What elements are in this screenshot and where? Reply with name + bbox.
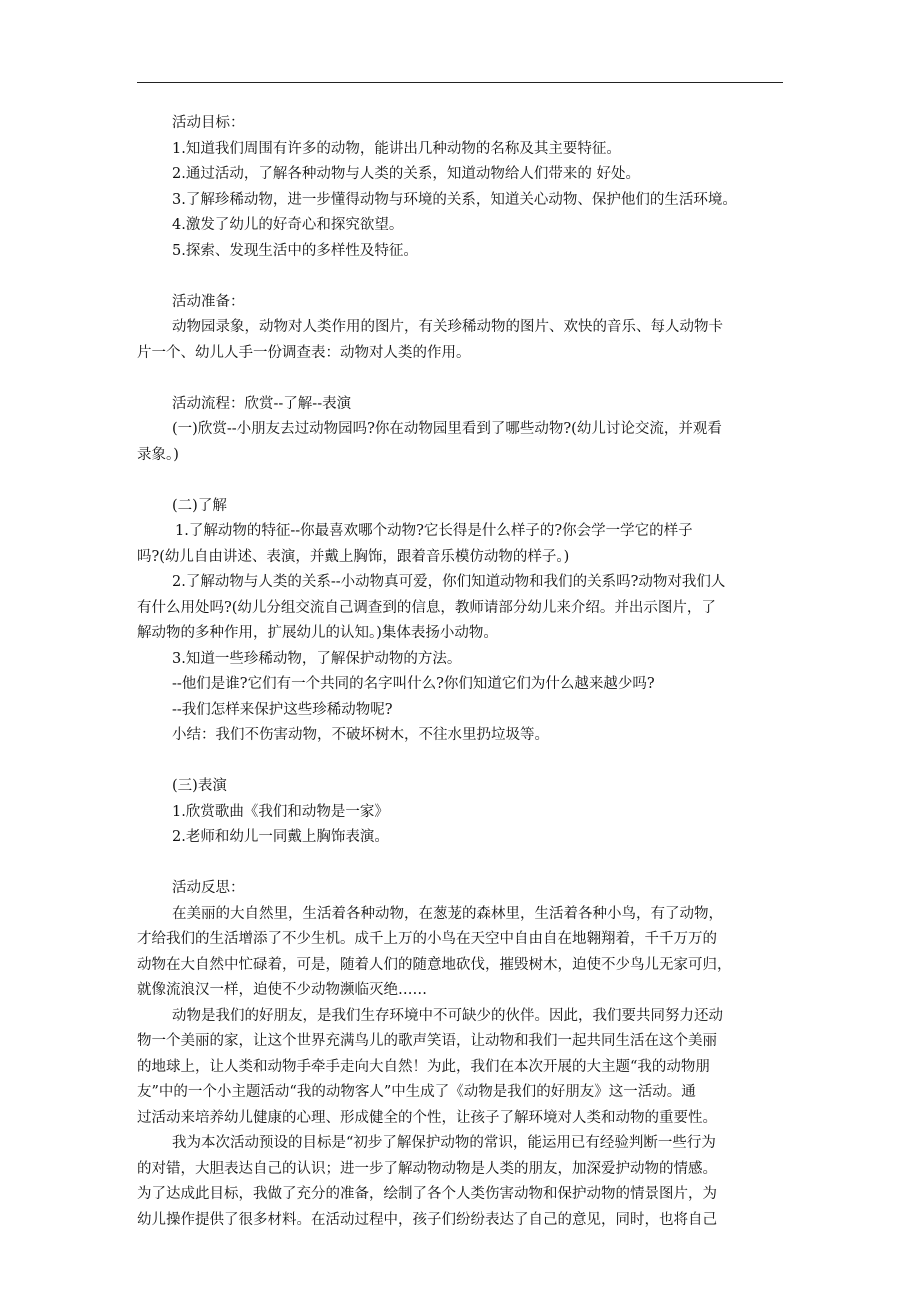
flow-part2-heading: (二)了解 <box>172 497 227 514</box>
goals-heading: 活动目标： <box>172 115 245 131</box>
reflection-p3-line: 的对错，大胆表达自己的认识；进一步了解动物动物是人类的朋友，加深爱护动物的情感。 <box>137 1160 717 1177</box>
goal-item: 5.探索、发现生活中的多样性及特征。 <box>172 242 418 259</box>
reflection-p1-line: 动物在大自然中忙碌着，可是，随着人们的随意地砍伐，摧毁树木，迫使不少鸟儿无家可归， <box>137 956 732 973</box>
reflection-p2-line: 友”中的一个小主题活动“我的动物客人”中生成了《动物是我们的好朋友》这一活动。通 <box>137 1084 696 1100</box>
flow-part2-line: 3.知道一些珍稀动物，了解保护动物的方法。 <box>172 650 462 667</box>
goal-item: 3.了解珍稀动物，进一步懂得动物与环境的关系，知道关心动物、保护他们的生活环境。 <box>172 191 737 208</box>
reflection-heading: 活动反思： <box>172 880 245 896</box>
flow-part3-heading: (三)表演 <box>172 778 227 794</box>
reflection-p1-line: 在美丽的大自然里，生活着各种动物，在葱茏的森林里，生活着各种小鸟，有了动物， <box>172 905 723 922</box>
flow-part3-line: 2.老师和幼儿一同戴上胸饰表演。 <box>172 829 389 845</box>
prep-line: 片一个、幼儿人手一份调查表：动物对人类的作用。 <box>137 344 471 361</box>
flow-part3-line: 1.欣赏歌曲《我们和动物是一家》 <box>172 803 389 820</box>
flow-part2-line: 解动物的多种作用，扩展幼儿的认知。)集体表扬小动物。 <box>137 625 498 641</box>
reflection-p1-line: 就像流浪汉一样，迫使不少动物濒临灭绝…… <box>137 982 427 998</box>
spacer <box>137 468 785 494</box>
reflection-p2-line: 物一个美丽的家，让这个世界充满鸟儿的歌声笑语，让动物和我们一起共同生活在这个美丽 <box>137 1033 717 1049</box>
reflection-p3-line: 我为本次活动预设的目标是“初步了解保护动物的常识，能运用已有经验判断一些行为 <box>172 1135 716 1151</box>
flow-part2-line: 2.了解动物与人类的关系--小动物真可爱，你们知道动物和我们的关系吗?动物对我们人 <box>172 574 726 590</box>
goal-item: 4.激发了幼儿的好奇心和探究欲望。 <box>172 217 404 233</box>
reflection-p1-line: 才给我们的生活增添了不少生机。成千上万的小鸟在天空中自由自在地翱翔着，千千万万的 <box>137 931 717 947</box>
flow-part1-line: (一)欣赏--小朋友去过动物园吗?你在动物园里看到了哪些动物?(幼儿讨论交流，并观看 <box>172 421 722 437</box>
spacer <box>137 264 785 290</box>
flow-part2-line: 1.了解动物的特征--你最喜欢哪个动物?它长得是什么样子的?你会学一学它的样子 <box>175 523 693 539</box>
reflection-p2-line: 的地球上，让人类和动物手牵手走向大自然！为此，我们在本次开展的大主题“我的动物朋 <box>137 1058 710 1075</box>
flow-part2-line: --我们怎样来保护这些珍稀动物呢? <box>172 701 393 718</box>
flow-part2-line: 有什么用处吗?(幼儿分组交流自己调查到的信息，教师请部分幼儿来介绍。并出示图片，了 <box>137 599 716 616</box>
prep-line: 动物园录象，动物对人类作用的图片，有关珍稀动物的图片、欢快的音乐、每人动物卡 <box>172 319 723 335</box>
flow-heading: 活动流程：欣赏--了解--表演 <box>172 395 352 412</box>
flow-part2-summary: 小结：我们不伤害动物，不破坏树木，不往水里扔垃圾等。 <box>172 727 549 743</box>
spacer <box>137 366 785 392</box>
flow-part1-line: 录象。) <box>137 446 179 463</box>
reflection-p2-line: 过活动来培养幼儿健康的心理、形成健全的个性，让孩子了解环境对人类和动物的重要性。 <box>137 1109 717 1126</box>
goal-item: 1.知道我们周围有许多的动物，能讲出几种动物的名称及其主要特征。 <box>172 140 621 157</box>
document-body <box>137 111 785 1233</box>
reflection-p3-line: 为了达成此目标，我做了充分的准备，绘制了各个人类伤害动物和保护动物的情景图片，为 <box>137 1186 717 1202</box>
spacer <box>137 851 785 877</box>
goal-item: 2.通过活动，了解各种动物与人类的关系，知道动物给人们带来的 好处。 <box>172 166 640 182</box>
header-rule <box>137 82 783 83</box>
flow-part2-line: 吗?(幼儿自由讲述、表演，并戴上胸饰，跟着音乐模仿动物的样子。) <box>137 548 570 565</box>
flow-part2-line: --他们是谁?它们有一个共同的名字叫什么?你们知道它们为什么越来越少吗? <box>172 676 655 692</box>
spacer <box>137 749 785 775</box>
reflection-p2-line: 动物是我们的好朋友，是我们生存环境中不可缺少的伙伴。因此，我们要共同努力还动 <box>172 1007 723 1024</box>
prep-heading: 活动准备： <box>172 293 245 310</box>
reflection-p3-line: 幼儿操作提供了很多材料。在活动过程中，孩子们纷纷表达了自己的意见，同时，也将自己 <box>137 1211 717 1228</box>
